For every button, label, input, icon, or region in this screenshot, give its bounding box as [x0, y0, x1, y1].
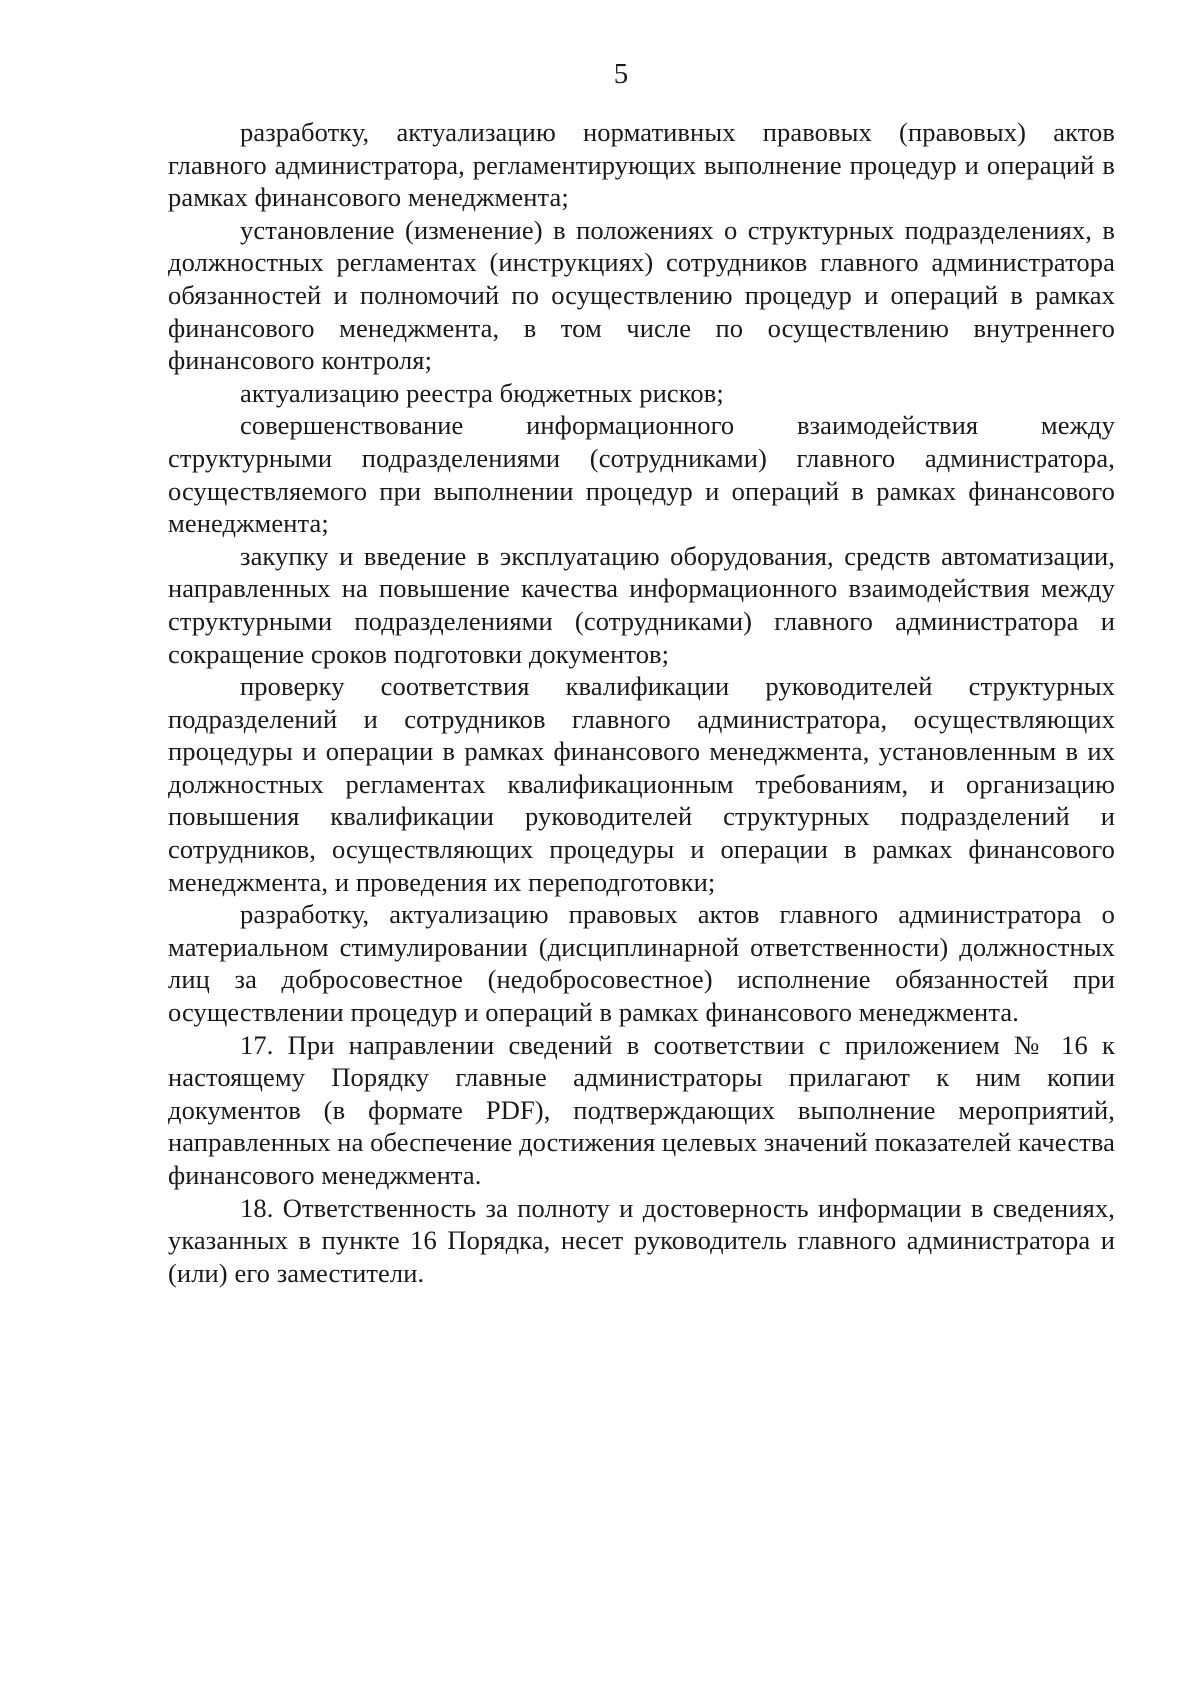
document-body: [168, 116, 1115, 1289]
paragraph-item-17: 17. При направлении сведений в соответствии с приложением № 16 к настоящему Порядку главные администраторы прилагают к ним копии документов (в формате PDF), подтверждающих выполнение мероприятий, направленных на обеспечение достижения целевых значений показателей качества финансового менеджмента.: [168, 1029, 1115, 1190]
paragraph-item-18: 18. Ответственность за полноту и достоверность информации в сведениях, указанных в пункте 16 Порядка, несет руководитель главного администратора и (или) его заместители.: [168, 1192, 1115, 1288]
page-number: 5: [613, 58, 629, 90]
paragraph-material-incentives: разработку, актуализацию правовых актов главного администратора о материальном стимулировании (дисциплинарной ответственности) должностных лиц за добросовестное (недобросовестное) исполнение обязанностей при осуществлении процедур и операций в рамках финансового менеджмента.: [168, 899, 1115, 1028]
paragraph-risk-register: актуализацию реестра бюджетных рисков;: [240, 377, 724, 408]
paragraph-equipment-procurement: закупку и введение в эксплуатацию оборудования, средств автоматизации, направленных на повышение качества информационного взаимодействия между структурными подразделениями (сотрудниками) главного администратора и сокращение сроков подготовки документов;: [168, 540, 1115, 669]
paragraph-information-interaction: совершенствование информационного взаимодействия между структурными подразделениями (сотрудниками) главного администратора, осуществляемого при выполнении процедур и операций в рамках финансового менеджмента;: [168, 410, 1115, 539]
paragraph-qualification-check: проверку соответствия квалификации руководителей структурных подразделений и сотрудников главного администратора, осуществляющих процедуры и операции в рамках финансового менеджмента, установленным в их должностных регламентах квалификационным требованиям, и организацию повышения квалификации руководителей структурных подразделений и сотрудников, осуществляющих процедуры и операции в рамках финансового менеджмента, и проведения их переподготовки;: [168, 671, 1115, 897]
paragraph-normative-acts: разработку, актуализацию нормативных правовых (правовых) актов главного администратора, регламентирующих выполнение процедур и операций в рамках финансового менеджмента;: [168, 117, 1115, 213]
paragraph-duties-establishment: установление (изменение) в положениях о структурных подразделениях, в должностных регламентах (инструкциях) сотрудников главного администратора обязанностей и полномочий по осуществлению процедур и операций в рамках финансового менеджмента, в том числе по осуществлению внутреннего финансового контроля;: [168, 214, 1115, 376]
